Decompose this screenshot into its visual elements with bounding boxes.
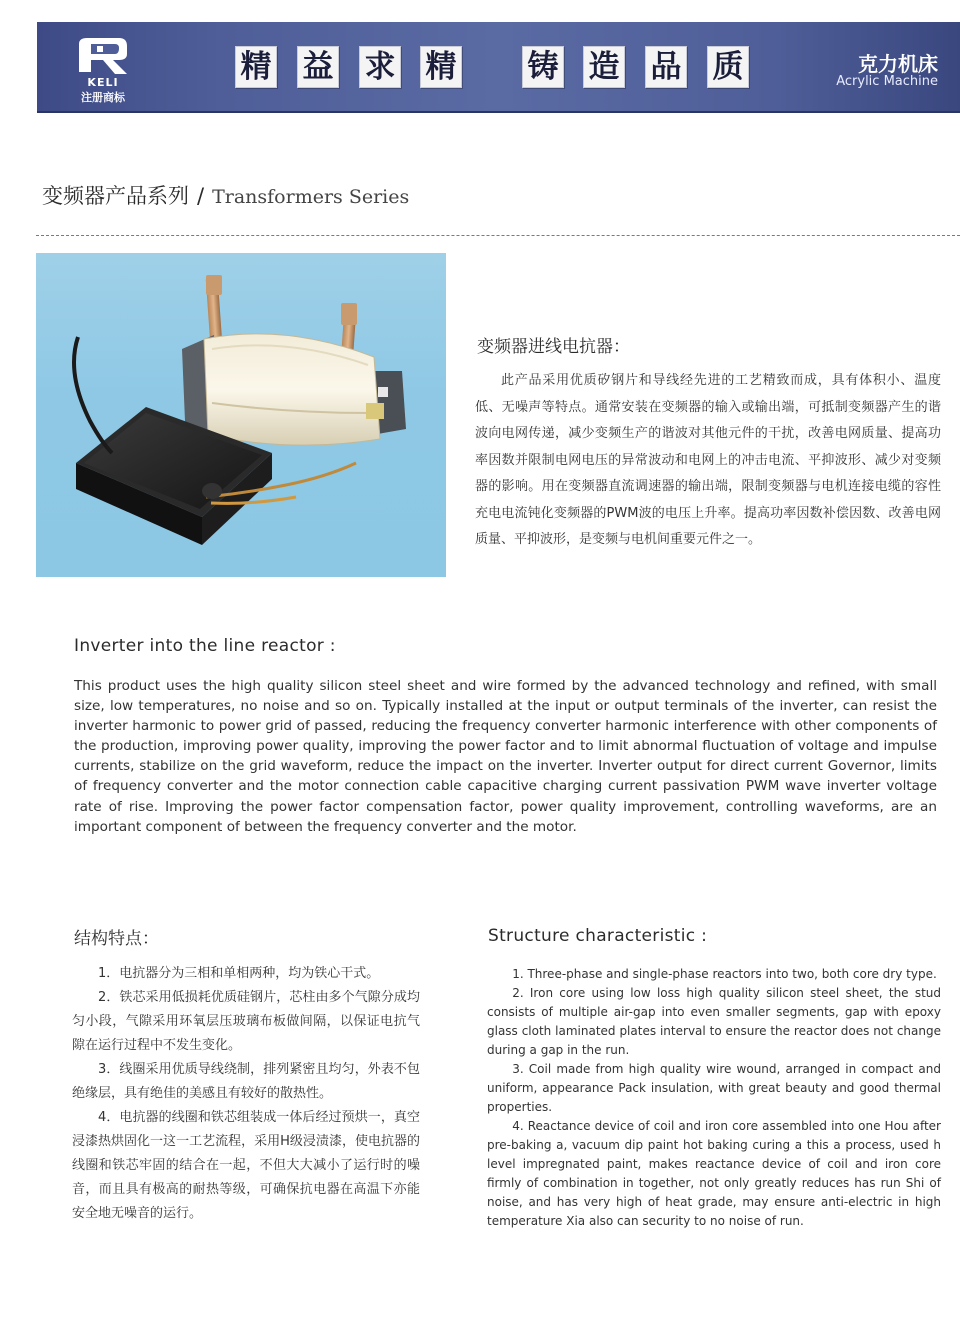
logo-mark-icon bbox=[73, 36, 133, 76]
list-item: 3. Coil made from high quality wire wound, arranged in compact and uniform, appearance Pack insulation, with great beauty and good thermal properties. bbox=[487, 1062, 941, 1114]
intro-en-body: This product uses the high quality silicon steel sheet and wire formed by the advanced technology and refined, with small size, low temperatures, no noise and so on. Typically installed at the input or output terminals of the inverter, can resist the inverter harmonic to power grid of passed, reducing the frequency converter harmonic interference with other components of the production, improving power quality, improving the power factor and to limit abnormal fluctuation of voltage and impulse currents, stabilize on the grid waveform, reduce the impact on the inverter. Inverter output for direct current Governor, limits of frequency converter and the motor connection cable capacitive charging current passivation PWM wave inverter voltage rate of rise. Improving the power factor compensation factor, power quality improvement, controlling waveforms, are an important component of between the frequency converter and the motor. bbox=[74, 678, 937, 835]
slogan-char: 益 bbox=[297, 46, 339, 88]
list-item: 3．线圈采用优质导线绕制，排列紧密且均匀，外表不包绝缘层，具有绝佳的美感且有较好的散热性。 bbox=[72, 1062, 420, 1101]
title-separator: / bbox=[197, 184, 205, 208]
list-item: 2. Iron core using low loss high quality silicon steel sheet, the stud consists of multiple air-gap into even smaller segments, gap with epoxy glass cloth laminated plates interval to ensure the reactor does not change during a gap in the run. bbox=[487, 986, 941, 1057]
company-name-cn: 克力机床 bbox=[858, 52, 938, 76]
dashed-divider bbox=[36, 235, 960, 236]
intro-en-heading: Inverter into the line reactor : bbox=[74, 636, 336, 656]
logo-brand-text: KELI bbox=[87, 76, 119, 89]
slogan-char: 造 bbox=[583, 46, 625, 88]
list-item: 1．电抗器分为三相和单相两种，均为铁心干式。 bbox=[98, 966, 380, 981]
structure-en-heading: Structure characteristic : bbox=[488, 926, 708, 946]
structure-en-list bbox=[487, 965, 941, 1231]
product-photo bbox=[36, 253, 446, 577]
intro-cn-heading: 变频器进线电抗器： bbox=[477, 337, 630, 357]
brand-logo bbox=[73, 36, 133, 102]
registered-trademark-label: 注册商标 bbox=[81, 91, 125, 104]
page-title-cn: 变频器产品系列 bbox=[42, 184, 189, 208]
intro-cn-body: 此产品采用优质矽钢片和导线经先进的工艺精致而成，具有体积小、温度低、无噪声等特点。通常安装在变频器的输入或输出端，可抵制变频器产生的谐波向电网传递，减少变频生产的谐波对其他元件的干扰，改善电网质量、提高功率因数并限制电网电压的异常波动和电网上的冲击电流、平抑波形、减少对变频器的影响。用在变频器直流调速器的输出端，限制变频器与电机连接电缆的容性充电电流钝化变频器的PWM波的电压上升率。提高功率因数补偿因数、改善电网质量、平抑波形，是变频与电机间重要元件之一。 bbox=[475, 373, 941, 547]
slogan-char: 精 bbox=[420, 46, 462, 88]
page-title bbox=[42, 180, 409, 210]
list-item: 4. Reactance device of coil and iron core assembled into one Hou after pre-baking a, vacuum dip paint hot baking curing a this a process, used h level impregnated paint, makes reactance device of coil and iron core firmly of combination in together, not only greatly reduces has run Shi of noise, and has very high of heat grade, may ensure anti-electric in high temperature Xia also can security to no noise of run. bbox=[487, 1119, 941, 1228]
slogan-char: 精 bbox=[235, 46, 277, 88]
slogan-char: 铸 bbox=[522, 46, 564, 88]
list-item: 2．铁芯采用低损耗优质硅钢片，芯柱由多个气隙分成均匀小段，气隙采用环氧层压玻璃布板做间隔，以保证电抗气隙在运行过程中不发生变化。 bbox=[72, 990, 420, 1053]
slogan-char: 品 bbox=[645, 46, 687, 88]
list-item: 1. Three-phase and single-phase reactors into two, both core dry type. bbox=[512, 967, 937, 981]
slogan-char: 求 bbox=[359, 46, 401, 88]
slogan-char: 质 bbox=[707, 46, 749, 88]
reactor-product-icon bbox=[36, 253, 446, 577]
header-banner bbox=[37, 22, 960, 113]
list-item: 4．电抗器的线圈和铁芯组装成一体后经过预烘一，真空浸漆热烘固化一这一工艺流程，采用H级浸渍漆，使电抗器的线圈和铁芯牢固的结合在一起，不但大大减小了运行时的噪音，而且具有极高的耐热等级，可确保抗电器在高温下亦能安全地无噪音的运行。 bbox=[72, 1110, 420, 1221]
company-name-en: Acrylic Machine bbox=[836, 74, 938, 89]
structure-cn-list bbox=[72, 962, 420, 1226]
page-title-en: Transformers Series bbox=[212, 186, 410, 208]
structure-cn-heading: 结构特点： bbox=[74, 929, 159, 949]
